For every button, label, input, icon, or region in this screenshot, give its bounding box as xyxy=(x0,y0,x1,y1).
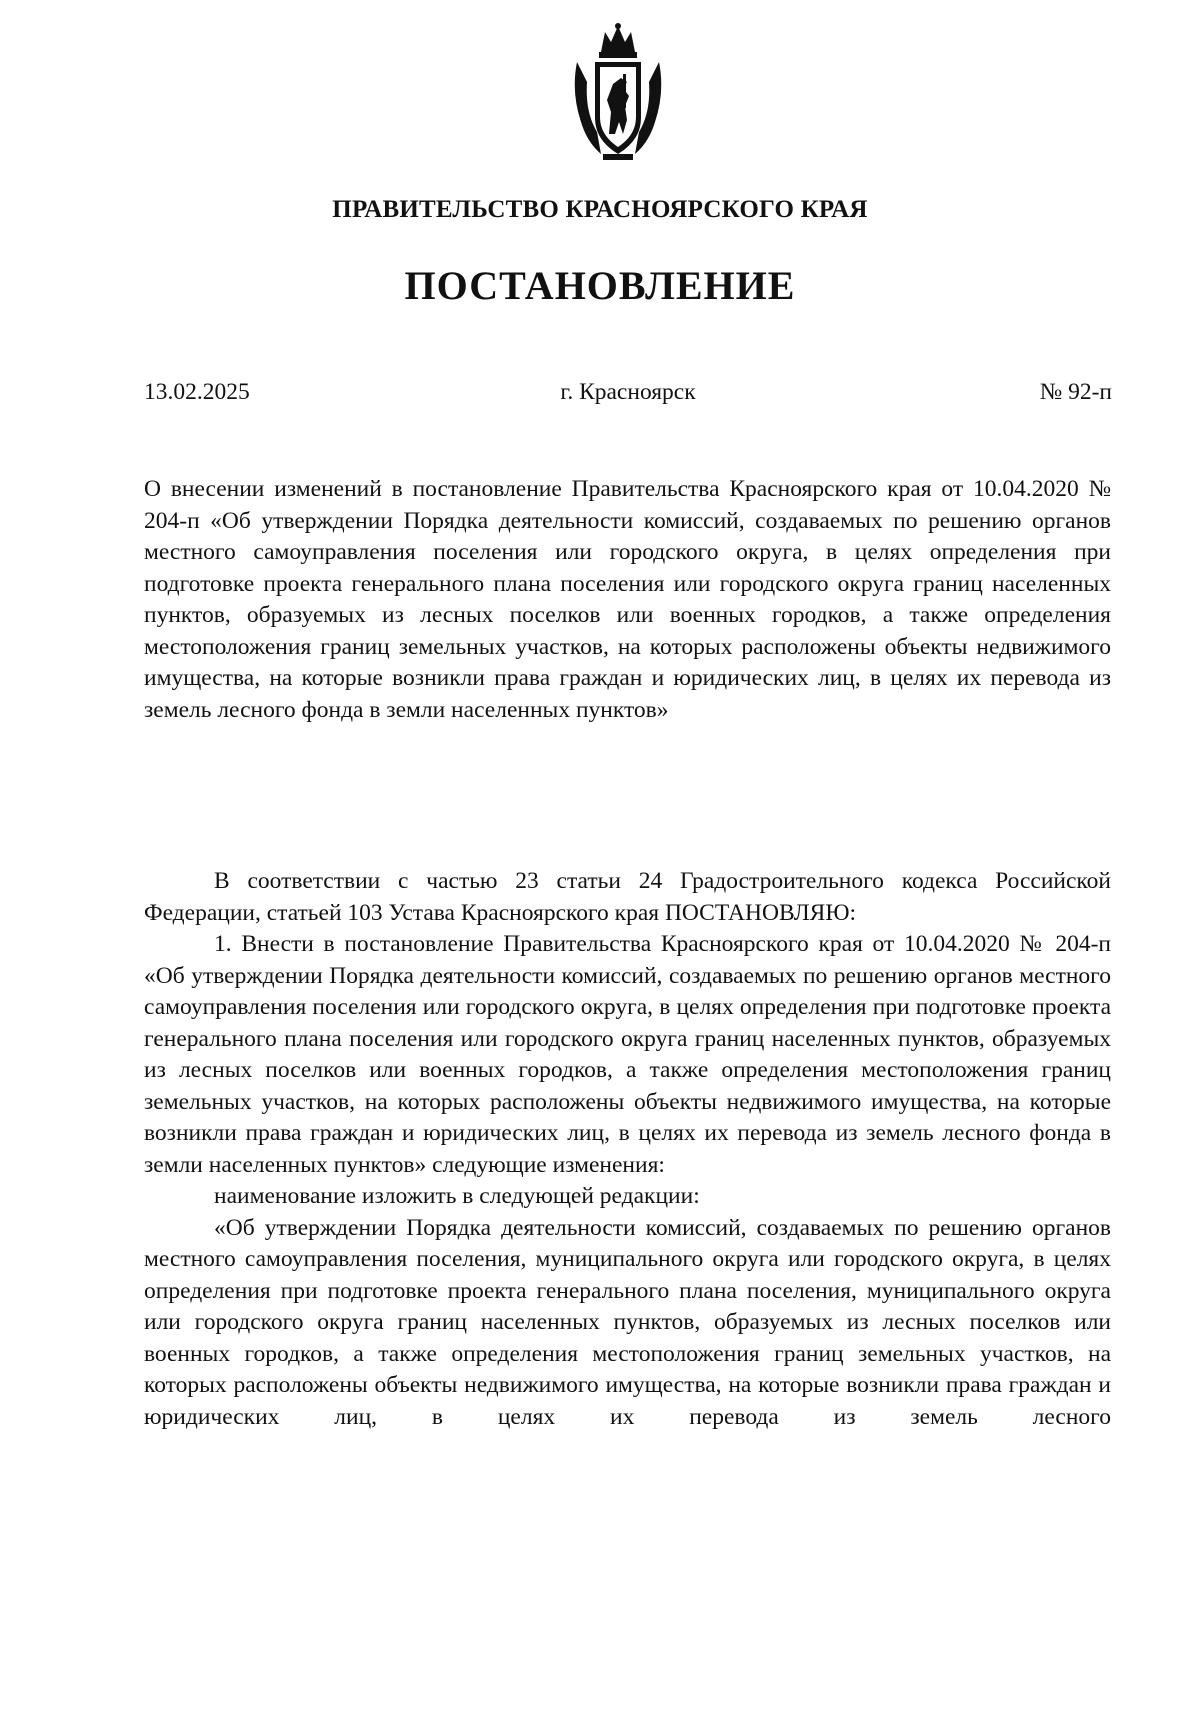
new-title-paragraph: «Об утверждении Порядка деятельности комиссий, создаваемых по решению органов местного самоуправления поселения, муниципального округа или городского округа, в целях определения при подготовке проекта генерального плана поселения, муниципального округа или городского округа границ населенных пунктов, образуемых из лесных поселков или военных городков, а также определения местоположения границ земельных участков, на которых расположены объекты недвижимого имущества, на которые возникли права граждан и юридических лиц, в целях их перевода из земель лесного xyxy=(144,1214,1111,1430)
preamble-text: В соответствии с частью 23 статьи 24 Градостроительного кодекса Российской Федерации, статьей 103 Устава Красноярского края xyxy=(144,868,1111,926)
document-type-title: ПОСТАНОВЛЕНИЕ xyxy=(404,263,796,308)
organization-title: ПРАВИТЕЛЬСТВО КРАСНОЯРСКОГО КРАЯ xyxy=(332,196,868,223)
document-number: № 92-п xyxy=(1039,379,1112,405)
subject-text: О внесении изменений в постановление Правительства Красноярского края от 10.04.2020 № 204-п «Об утверждении Порядка деятельности комиссий, создаваемых по решению органов местного самоуправления поселения или городского округа, в целях определения при подготовке проекта генерального плана поселения или городского округа границ населенных пунктов, образуемых из лесных поселков или военных городков, а также определения местоположения границ земельных участков, на которых расположены объекты недвижимого имущества, на которые возникли права граждан и юридических лиц, в целях их перевода из земель лесного фонда в земли населенных пунктов» xyxy=(144,476,1111,723)
instruction-paragraph: наименование изложить в следующей редакции: xyxy=(214,1183,700,1209)
document-city: г. Красноярск xyxy=(560,379,696,405)
preamble-paragraph xyxy=(144,866,1111,929)
document-body xyxy=(144,866,1111,1433)
document-date: 13.02.2025 xyxy=(144,379,250,405)
coat-of-arms-icon xyxy=(567,22,669,162)
item-1-paragraph: 1. Внести в постановление Правительства Красноярского края от 10.04.2020 № 204-п «Об утверждении Порядка деятельности комиссий, создаваемых по решению органов местного самоуправления поселения или городского округа, в целях определения при подготовке проекта генерального плана поселения или городского округа границ населенных пунктов, образуемых из лесных поселков или военных городков, а также определения местоположения границ земельных участков, на которых расположены объекты недвижимого имущества, на которые возникли права граждан и юридических лиц, в целях их перевода из земель лесного фонда в земли населенных пунктов» следующие изменения: xyxy=(144,931,1111,1178)
document-subject xyxy=(144,474,1111,726)
resolve-text: ПОСТАНОВЛЯЮ: xyxy=(664,899,857,926)
